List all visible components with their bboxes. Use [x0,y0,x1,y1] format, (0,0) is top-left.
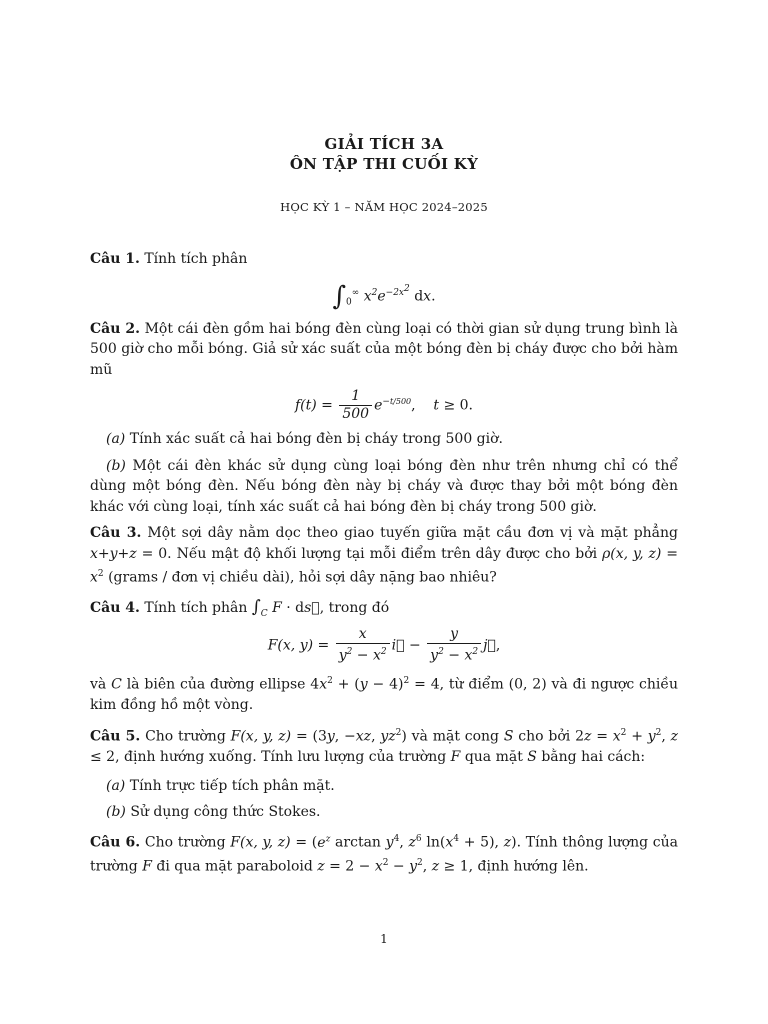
question-5a-text: Tính trực tiếp tích phân mặt. [129,777,335,794]
question-6-text-d: định hướng lên. [477,858,589,875]
question-2b-label: (b) [106,457,126,474]
question-5b [106,802,678,823]
question-3-label: Câu 3. [90,525,142,542]
question-1-text: Tính tích phân [144,251,248,267]
question-4-field: F(x, y) = $\frac{x}{y^2 - x^2}$ i⃗ − $\frac{y}{y^2 - x^2}$ j⃗, [267,625,501,664]
question-2-formula: f(t) = $\frac{1}{500}$ $e^{-t/500}$, t ≥ 0. [294,388,474,423]
question-5-text-f: bằng hai cách: [541,749,646,766]
question-2a-label: (a) [106,431,126,448]
question-5-text-a: Cho trường [145,728,226,745]
question-2-label: Câu 2. [90,320,140,337]
question-4: Câu 4. Tính tích phân $\int_C$ F · ds⃗, trong đó [90,596,390,619]
question-1-label: Câu 1. [90,251,140,267]
title-block [90,134,678,214]
question-2-text: Một cái đèn gồm hai bóng đèn cùng loại có thời gian sử dụng trung bình là 500 giờ cho mỗi bóng. Giả sử xác suất của một bóng đèn bị cháy được cho bởi hàm mũ [90,320,678,378]
question-3-text-b: Nếu mật độ khối lượng tại mỗi điểm trên dây được cho bởi [176,545,598,562]
question-4-text-c: và [90,676,107,693]
question-3-text-c: (grams / đơn vị chiều dài), hỏi sợi dây nặng bao nhiêu? [108,570,497,587]
question-2a-text: Tính xác suất cả hai bóng đèn bị cháy trong 500 giờ. [129,431,504,448]
question-1-integral: $\int_0^\infty$ $x^2e^{-2x^2}$ dx. [332,281,436,312]
question-6-text-b: Tính thông lượng của trường [90,834,679,875]
question-5-text-c: cho bởi [518,728,571,745]
questions [90,249,678,885]
question-5a [106,776,678,797]
question-5-text-d: định hướng xuống. Tính lưu lượng của trường [124,749,447,766]
question-5b-label: (b) [106,804,126,821]
course-title: GIẢI TÍCH 3A [324,135,444,153]
page-number: 1 [380,932,388,946]
question-5a-label: (a) [106,777,126,794]
question-3-text-a: Một sợi dây nằm dọc theo giao tuyến giữa mặt cầu đơn vị và mặt phẳng [147,525,678,542]
question-5-label: Câu 5. [90,728,141,745]
question-2 [90,319,678,381]
question-1 [90,249,678,270]
question-4-text-a: Tính tích phân [144,599,248,616]
question-2a [106,429,678,450]
question-2b-text: Một cái đèn khác sử dụng cùng loại bóng đèn như trên nhưng chỉ có thể dùng một bóng đèn. Nếu bóng đèn này bị cháy và được thay bởi một bóng đèn khác với cùng loại, tính xác suất cả hai bóng đèn bị cháy trong 500 giờ. [90,457,678,515]
question-4-text-f: và đi ngược chiều kim đồng hồ một vòng. [90,676,679,713]
question-5-text-b: và mặt cong [411,728,500,745]
semester-label: HỌC KỲ 1 – NĂM HỌC 2024–2025 [280,200,488,214]
question-6: Câu 6. Cho trường F(x, y, $z) = (e^z$ $\arctan y^4$, $z^6$ $\ln(x^4 + 5)$, z). Tính thông lượng của trường F đi qua mặt paraboloid $z = 2 - x^2 - y^2$, z ≥ 1, định hướng lên. [90,833,679,875]
question-5: Câu 5. Cho trường F(x, y, z) = (3y, −xz, $yz^2$) và mặt cong S cho bởi $2z = x^2 + y^2$, z ≤ 2, định hướng xuống. Tính lưu lượng của trường F qua mặt S bằng hai cách: [90,728,679,766]
question-2b [90,456,678,518]
question-4-text-b: trong đó [328,599,390,616]
question-5-text-e: qua mặt [464,749,523,766]
question-6-text-a: Cho trường [144,834,226,851]
document-page [90,0,678,1024]
question-6-text-c: đi qua mặt paraboloid [156,858,313,875]
question-4-continued: và C là biên của đường ellipse $4x^2 + (y - 4)^2 = 4$, từ điểm (0, 2) và đi ngược chiều kim đồng hồ một vòng. [90,675,679,713]
question-4-text-e: từ điểm [448,676,504,693]
question-4-text-d: là biên của đường ellipse [126,676,306,693]
question-4-label: Câu 4. [90,599,140,616]
exam-title: ÔN TẬP THI CUỐI KỲ [289,155,479,173]
question-6-label: Câu 6. [90,834,141,851]
question-3: Câu 3. Một sợi dây nằm dọc theo giao tuyến giữa mặt cầu đơn vị và mặt phẳng x+y+z = 0. Nếu mật độ khối lượng tại mỗi điểm trên dây được cho bởi ρ(x, y, $z) = x^2$ (grams / đơn vị chiều dài), hỏi sợi dây nặng bao nhiêu? [90,525,679,587]
question-5b-text: Sử dụng công thức Stokes. [130,804,321,821]
